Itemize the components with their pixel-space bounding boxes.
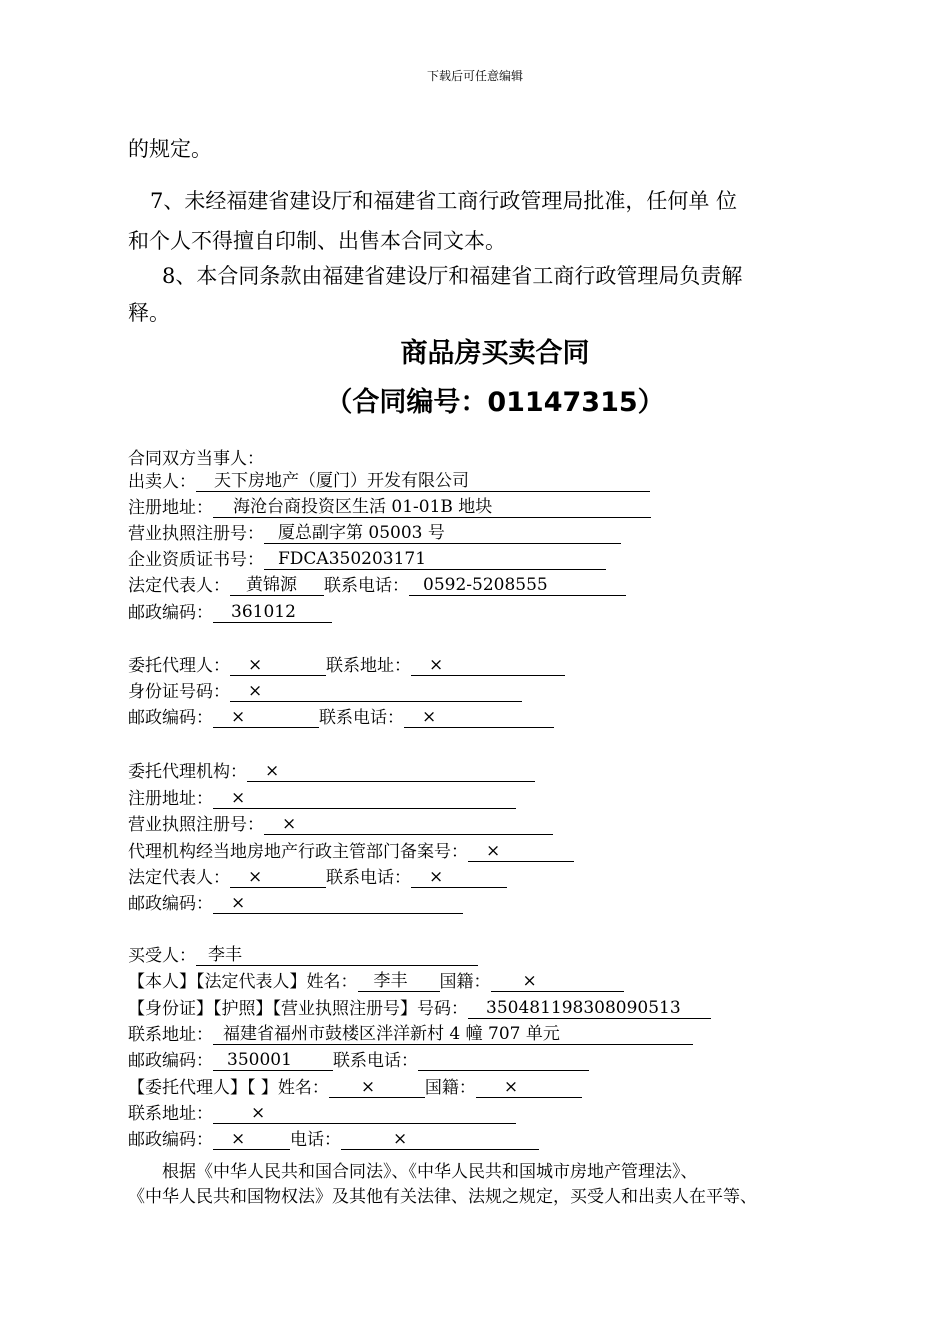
seller-agent-field: [230, 656, 326, 676]
seller-agent-phone-label: 联系电话：: [319, 708, 404, 728]
seller-agent-postal-label: 邮政编码：: [128, 708, 213, 728]
agency-address: ×: [231, 788, 246, 808]
buyer-doc: 350481198308090513: [486, 998, 681, 1018]
buyer-postal-field: [213, 1051, 333, 1071]
seller-phone-field: [409, 576, 626, 596]
contract-title: 商品房买卖合同: [400, 338, 590, 369]
agency-org-field: [247, 762, 535, 782]
seller-rep: 黄锦源: [246, 575, 297, 595]
buyer-postal-label: 邮政编码：: [128, 1051, 213, 1071]
buyer-agent: ×: [360, 1077, 376, 1097]
agency-rep-label: 法定代表人：: [128, 868, 230, 888]
agency-org-row: [128, 762, 535, 782]
seller-agent-postal-field: [213, 708, 319, 728]
buyer-agent-address-field: [213, 1104, 516, 1124]
intro-item-8-line-2: 释。: [128, 301, 170, 325]
closing-line-2: 《中华人民共和国物权法》及其他有关法律、法规之规定，买受人和出卖人在平等、: [128, 1187, 757, 1207]
buyer-postal: 350001: [227, 1050, 292, 1070]
buyer-agent-phone-field: [341, 1130, 539, 1150]
seller-agent-id: ×: [248, 681, 263, 701]
buyer-person-label: 【本人】【法定代表人】姓名：: [128, 972, 358, 992]
intro-item-7-line-2: 和个人不得擅自印制、出售本合同文本。: [128, 229, 506, 253]
seller-postal: 361012: [231, 602, 296, 622]
seller-phone: 0592-5208555: [423, 575, 548, 595]
seller-postal-row: [128, 603, 332, 623]
seller-label: 出卖人：: [128, 472, 196, 492]
buyer-agent-nation-field: [476, 1078, 582, 1098]
agency-org: ×: [265, 761, 280, 781]
agency-rep-field: [230, 868, 326, 888]
seller-cert: FDCA350203171: [278, 549, 427, 569]
seller-row: [128, 472, 650, 492]
seller-agent-phone: ×: [422, 707, 437, 727]
seller-address: 海沧台商投资区生活 01-01B 地块: [233, 497, 493, 517]
seller-name: 天下房地产（厦门）开发有限公司: [214, 471, 469, 491]
buyer-person-row: [128, 972, 624, 992]
agency-filing-row: [128, 842, 574, 862]
buyer-agent-address-label: 联系地址：: [128, 1104, 213, 1124]
seller-postal-field: [213, 603, 332, 623]
agency-phone: ×: [429, 867, 444, 887]
seller-license-field: [264, 524, 621, 544]
agency-filing: ×: [486, 841, 501, 861]
buyer-agent-postal-field: [213, 1130, 290, 1150]
buyer-person-field: [358, 972, 440, 992]
seller-agent-address: ×: [429, 655, 444, 675]
seller-cert-row: [128, 550, 606, 570]
buyer-address-field: [213, 1025, 693, 1045]
buyer-address-row: [128, 1025, 693, 1045]
agency-license-field: [264, 815, 553, 835]
agency-phone-label: 联系电话：: [326, 868, 411, 888]
buyer-agent-address-row: [128, 1104, 516, 1124]
buyer-nation: ×: [522, 971, 537, 991]
intro-item-8-line-1: 8、本合同条款由福建省建设厅和福建省工商行政管理局负责解: [162, 264, 743, 288]
intro-line-1: 的规定。: [128, 137, 212, 161]
seller-license-row: [128, 524, 621, 544]
seller-agent-id-row: [128, 682, 522, 702]
seller-cert-field: [264, 550, 606, 570]
buyer-agent-row: [128, 1078, 582, 1098]
buyer-label: 买受人：: [128, 946, 196, 966]
agency-address-label: 注册地址：: [128, 789, 213, 809]
seller-agent: ×: [248, 655, 263, 675]
seller-license: 厦总副字第 05003 号: [278, 523, 445, 543]
seller-postal-label: 邮政编码：: [128, 603, 213, 623]
header-note: 下载后可任意编辑: [426, 69, 523, 83]
seller-agent-postal: ×: [231, 707, 246, 727]
buyer-agent-field: [329, 1078, 425, 1098]
agency-license-row: [128, 815, 553, 835]
seller-address-label: 注册地址：: [128, 498, 213, 518]
buyer-address-label: 联系地址：: [128, 1025, 213, 1045]
agency-address-row: [128, 789, 516, 809]
buyer-nation-label: 国籍：: [439, 972, 491, 992]
buyer-agent-nation-label: 国籍：: [424, 1078, 476, 1098]
intro-item-7-line-1: 7、未经福建省建设厅和福建省工商行政管理局批准，任何单 位: [150, 189, 738, 213]
buyer-agent-postal: ×: [231, 1129, 246, 1149]
buyer-person: 李丰: [373, 971, 408, 991]
seller-name-field: [196, 472, 650, 492]
buyer-name-field: [196, 946, 478, 966]
seller-agent-id-field: [230, 682, 522, 702]
buyer-address: 福建省福州市鼓楼区泮洋新村 4 幢 707 单元: [223, 1024, 560, 1044]
closing-line-1: 根据《中华人民共和国合同法》、《中华人民共和国城市房地产管理法》、: [162, 1162, 698, 1182]
seller-agent-postal-row: [128, 708, 554, 728]
seller-agent-label: 委托代理人：: [128, 656, 230, 676]
agency-phone-field: [411, 868, 507, 888]
agency-filing-field: [468, 842, 574, 862]
buyer-agent-phone-label: 电话：: [290, 1130, 341, 1150]
seller-address-field: [213, 498, 651, 518]
agency-postal-label: 邮政编码：: [128, 894, 213, 914]
seller-license-label: 营业执照注册号：: [128, 524, 264, 544]
seller-agent-row: [128, 656, 565, 676]
agency-postal-row: [128, 894, 463, 914]
seller-agent-address-field: [411, 656, 565, 676]
seller-agent-id-label: 身份证号码：: [128, 682, 230, 702]
buyer-agent-phone: ×: [393, 1129, 408, 1149]
seller-address-row: [128, 498, 651, 518]
buyer-agent-nation: ×: [503, 1077, 519, 1097]
agency-postal-field: [213, 894, 463, 914]
contract-number: （合同编号：01147315）: [325, 387, 665, 418]
buyer-agent-address: ×: [251, 1103, 266, 1123]
buyer-agent-postal-row: [128, 1130, 539, 1150]
buyer-doc-field: [468, 999, 711, 1019]
buyer-phone-label: 联系电话：: [333, 1051, 418, 1071]
parties-label: 合同双方当事人：: [128, 449, 264, 469]
buyer-nation-field: [491, 972, 624, 992]
buyer-postal-row: [128, 1051, 589, 1071]
agency-filing-label: 代理机构经当地房地产行政主管部门备案号：: [128, 842, 468, 862]
seller-agent-phone-field: [404, 708, 554, 728]
buyer-name: 李丰: [208, 945, 242, 965]
seller-phone-label: 联系电话：: [324, 576, 409, 596]
agency-postal: ×: [231, 893, 246, 913]
seller-cert-label: 企业资质证书号：: [128, 550, 264, 570]
buyer-phone-field: [418, 1051, 589, 1071]
seller-rep-row: [128, 576, 626, 596]
agency-license-label: 营业执照注册号：: [128, 815, 264, 835]
buyer-agent-label: 【委托代理人】【 】姓名：: [128, 1078, 329, 1098]
agency-rep: ×: [248, 867, 263, 887]
buyer-agent-postal-label: 邮政编码：: [128, 1130, 213, 1150]
buyer-doc-row: [128, 999, 711, 1019]
buyer-doc-label: 【身份证】【护照】【营业执照注册号】号码：: [128, 999, 468, 1019]
buyer-row: [128, 946, 478, 966]
agency-address-field: [213, 789, 516, 809]
agency-org-label: 委托代理机构：: [128, 762, 247, 782]
agency-license: ×: [282, 814, 297, 834]
seller-rep-field: [230, 576, 324, 596]
agency-rep-row: [128, 868, 507, 888]
seller-rep-label: 法定代表人：: [128, 576, 230, 596]
seller-agent-address-label: 联系地址：: [326, 656, 411, 676]
